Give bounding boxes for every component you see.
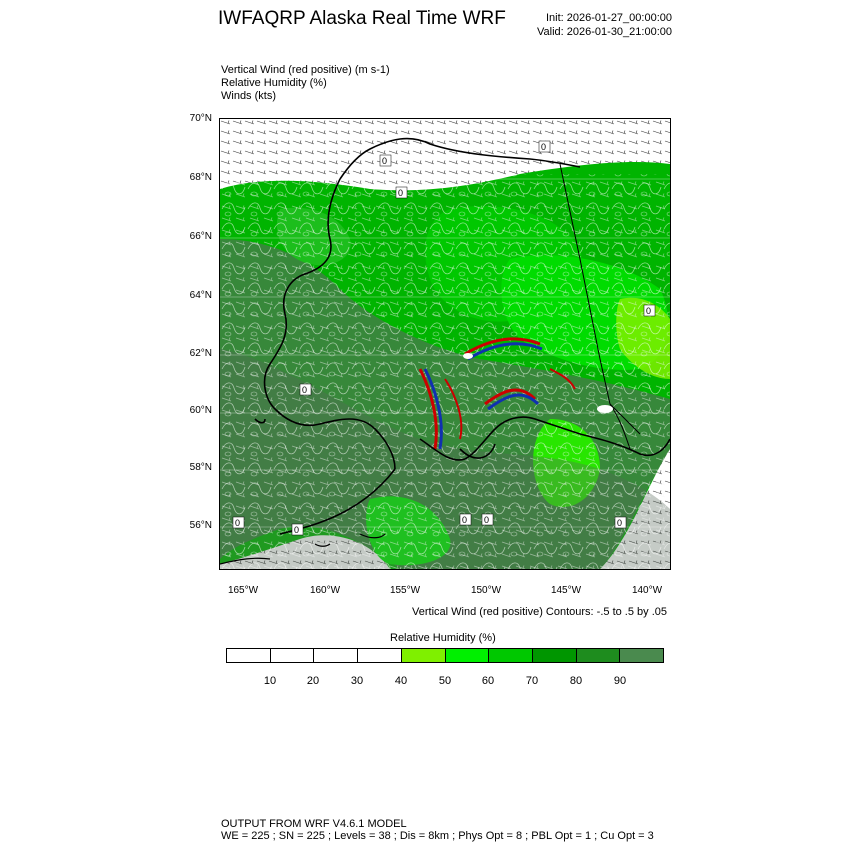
- contour-label: [300, 384, 311, 395]
- colorbar-label: 90: [613, 675, 627, 687]
- svg-text:0: 0: [617, 518, 623, 528]
- colorbar-label: 20: [306, 675, 320, 687]
- colorbar-label: 10: [263, 675, 277, 687]
- contour-note: Vertical Wind (red positive) Contours: -.5 to .5 by .05: [412, 606, 667, 618]
- contour-label: [396, 187, 407, 198]
- colorbar-swatch: [271, 649, 315, 662]
- colorbar-label: 80: [569, 675, 583, 687]
- lat-label: 64°N: [189, 290, 212, 301]
- lat-label: 70°N: [189, 113, 212, 124]
- svg-text:0: 0: [484, 515, 490, 525]
- contour-label: [460, 514, 471, 525]
- contour-label: [644, 305, 655, 316]
- svg-text:0: 0: [646, 306, 652, 316]
- colorbar-swatch: [620, 649, 663, 662]
- colorbar-swatch: [489, 649, 533, 662]
- colorbar-label: 50: [438, 675, 452, 687]
- model-info: OUTPUT FROM WRF V4.6.1 MODEL: [221, 818, 407, 830]
- lon-label: 165°W: [227, 585, 259, 596]
- lat-label: 62°N: [189, 348, 212, 359]
- lon-label: 155°W: [389, 585, 421, 596]
- colorbar-label: 40: [394, 675, 408, 687]
- colorbar-swatch: [446, 649, 490, 662]
- lat-label: 60°N: [189, 405, 212, 416]
- colorbar-label: 30: [350, 675, 364, 687]
- svg-text:0: 0: [398, 188, 404, 198]
- chart-title: IWFAQRP Alaska Real Time WRF: [218, 8, 506, 29]
- colorbar-swatch: [402, 649, 446, 662]
- svg-text:0: 0: [541, 142, 547, 152]
- contour-label: [380, 155, 391, 166]
- lat-label: 56°N: [189, 520, 212, 531]
- colorbar-label: 70: [525, 675, 539, 687]
- lat-label: 68°N: [189, 172, 212, 183]
- colorbar-label: 60: [481, 675, 495, 687]
- contour-extremum: [463, 353, 473, 359]
- svg-text:0: 0: [235, 518, 241, 528]
- field-label-vertical-wind: Vertical Wind (red positive) (m s-1): [221, 64, 390, 76]
- colorbar-swatch: [358, 649, 402, 662]
- lon-label: 160°W: [309, 585, 341, 596]
- contour-extremum: [597, 405, 613, 413]
- svg-text:0: 0: [462, 515, 468, 525]
- model-config: WE = 225 ; SN = 225 ; Levels = 38 ; Dis = 8km ; Phys Opt = 8 ; PBL Opt = 1 ; Cu Opt = 3: [221, 830, 654, 842]
- map-plot: [220, 119, 670, 569]
- colorbar-swatch: [314, 649, 358, 662]
- lon-label: 150°W: [470, 585, 502, 596]
- lat-label: 66°N: [189, 231, 212, 242]
- lon-label: 145°W: [550, 585, 582, 596]
- field-label-winds: Winds (kts): [221, 90, 276, 102]
- field-label-relative-humidity: Relative Humidity (%): [221, 77, 327, 89]
- colorbar-swatch: [227, 649, 271, 662]
- colorbar-title: Relative Humidity (%): [390, 632, 496, 644]
- lat-label: 58°N: [189, 462, 212, 473]
- contour-label: [615, 517, 626, 528]
- contour-label: [482, 514, 493, 525]
- contour-label: [292, 524, 303, 535]
- colorbar-swatch: [577, 649, 621, 662]
- svg-text:0: 0: [294, 525, 300, 535]
- valid-time: Valid: 2026-01-30_21:00:00: [537, 26, 672, 38]
- contour-label: [539, 141, 550, 152]
- init-time: Init: 2026-01-27_00:00:00: [546, 12, 672, 24]
- colorbar-swatch: [533, 649, 577, 662]
- svg-text:0: 0: [302, 385, 308, 395]
- contour-label: [233, 517, 244, 528]
- svg-text:0: 0: [382, 156, 388, 166]
- lon-label: 140°W: [631, 585, 663, 596]
- map-panel: [219, 118, 671, 570]
- colorbar: [226, 648, 664, 663]
